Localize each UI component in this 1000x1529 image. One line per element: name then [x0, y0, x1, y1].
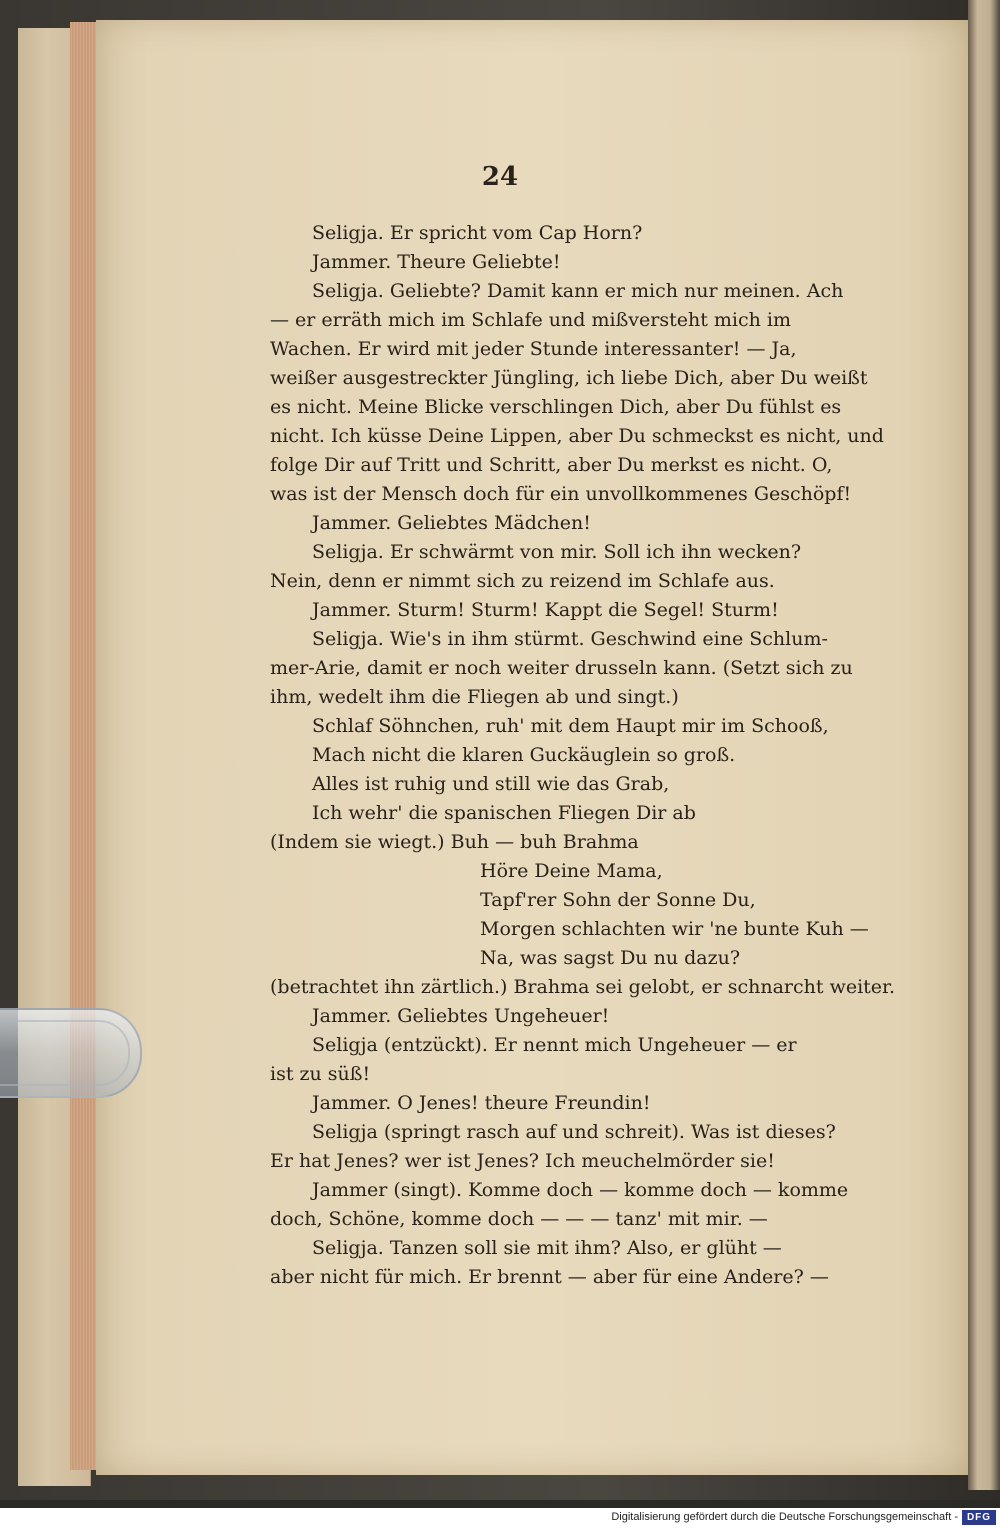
text-line: Höre Deine Mama, — [480, 860, 663, 882]
funding-notice: Digitalisierung gefördert durch die Deutsche Forschungsgemeinschaft - — [611, 1511, 958, 1523]
text-line: Er hat Jenes? wer ist Jenes? Ich meuchelmörder sie! — [270, 1150, 775, 1172]
text-line: was ist der Mensch doch für ein unvollkommenes Geschöpf! — [270, 483, 852, 505]
text-line: Seligja. Er spricht vom Cap Horn? — [312, 222, 643, 244]
text-line: — er erräth mich im Schlafe und mißversteht mich im — [270, 309, 791, 331]
text-line: doch, Schöne, komme doch — — — tanz' mit mir. — — [270, 1208, 768, 1230]
book-spine-edge — [968, 0, 1000, 1490]
text-line: Seligja (entzückt). Er nennt mich Ungeheuer — er — [312, 1034, 797, 1056]
text-line: Seligja. Wie's in ihm stürmt. Geschwind eine Schlum- — [312, 628, 828, 650]
text-line: Seligja. Tanzen soll sie mit ihm? Also, er glüht — — [312, 1237, 782, 1259]
text-line: Jammer. O Jenes! theure Freundin! — [312, 1092, 651, 1114]
page-number: 24 — [481, 162, 519, 192]
text-line: Tapf'rer Sohn der Sonne Du, — [480, 889, 756, 911]
text-line: (betrachtet ihn zärtlich.) Brahma sei gelobt, er schnarcht weiter. — [270, 976, 896, 998]
text-line: Seligja. Geliebte? Damit kann er mich nur meinen. Ach — [312, 280, 844, 302]
text-line: weißer ausgestreckter Jüngling, ich liebe Dich, aber Du weißt — [270, 367, 868, 389]
text-line: aber nicht für mich. Er brennt — aber für eine Andere? — — [270, 1266, 829, 1288]
text-line: Morgen schlachten wir 'ne bunte Kuh — — [480, 918, 869, 940]
text-line: Schlaf Söhnchen, ruh' mit dem Haupt mir im Schooß, — [312, 715, 829, 737]
text-line: folge Dir auf Tritt und Schritt, aber Du merkst es nicht. O, — [270, 454, 833, 476]
text-line: Alles ist ruhig und still wie das Grab, — [312, 773, 670, 795]
text-line: Jammer (singt). Komme doch — komme doch — komme — [312, 1179, 849, 1201]
text-line: es nicht. Meine Blicke verschlingen Dich, aber Du fühlst es — [270, 396, 842, 418]
text-line: Nein, denn er nimmt sich zu reizend im Schlafe aus. — [270, 570, 775, 592]
text-line: Seligja. Er schwärmt von mir. Soll ich ihn wecken? — [312, 541, 802, 563]
text-line: nicht. Ich küsse Deine Lippen, aber Du schmeckst es nicht, und — [270, 425, 884, 447]
text-line: Jammer. Geliebtes Mädchen! — [312, 512, 591, 534]
text-line: ihm, wedelt ihm die Fliegen ab und singt.) — [270, 686, 679, 708]
text-line: Jammer. Geliebtes Ungeheuer! — [312, 1005, 610, 1027]
text-line: Seligja (springt rasch auf und schreit). Was ist dieses? — [312, 1121, 836, 1143]
text-line: Mach nicht die klaren Guckäuglein so groß. — [312, 744, 736, 766]
text-line: Ich wehr' die spanischen Fliegen Dir ab — [312, 802, 696, 824]
text-line: ist zu süß! — [270, 1063, 371, 1085]
text-line: Na, was sagst Du nu dazu? — [480, 947, 741, 969]
text-line: mer-Arie, damit er noch weiter drusseln kann. (Setzt sich zu — [270, 657, 853, 679]
text-line: (Indem sie wiegt.) Buh — buh Brahma — [270, 831, 639, 853]
text-line: Jammer. Sturm! Sturm! Kappt die Segel! Sturm! — [312, 599, 779, 621]
text-line: Jammer. Theure Geliebte! — [312, 251, 561, 273]
dfg-logo: DFG — [962, 1510, 996, 1525]
page-clip-inner — [0, 1020, 130, 1086]
text-line: Wachen. Er wird mit jeder Stunde interessanter! — Ja, — [270, 338, 797, 360]
